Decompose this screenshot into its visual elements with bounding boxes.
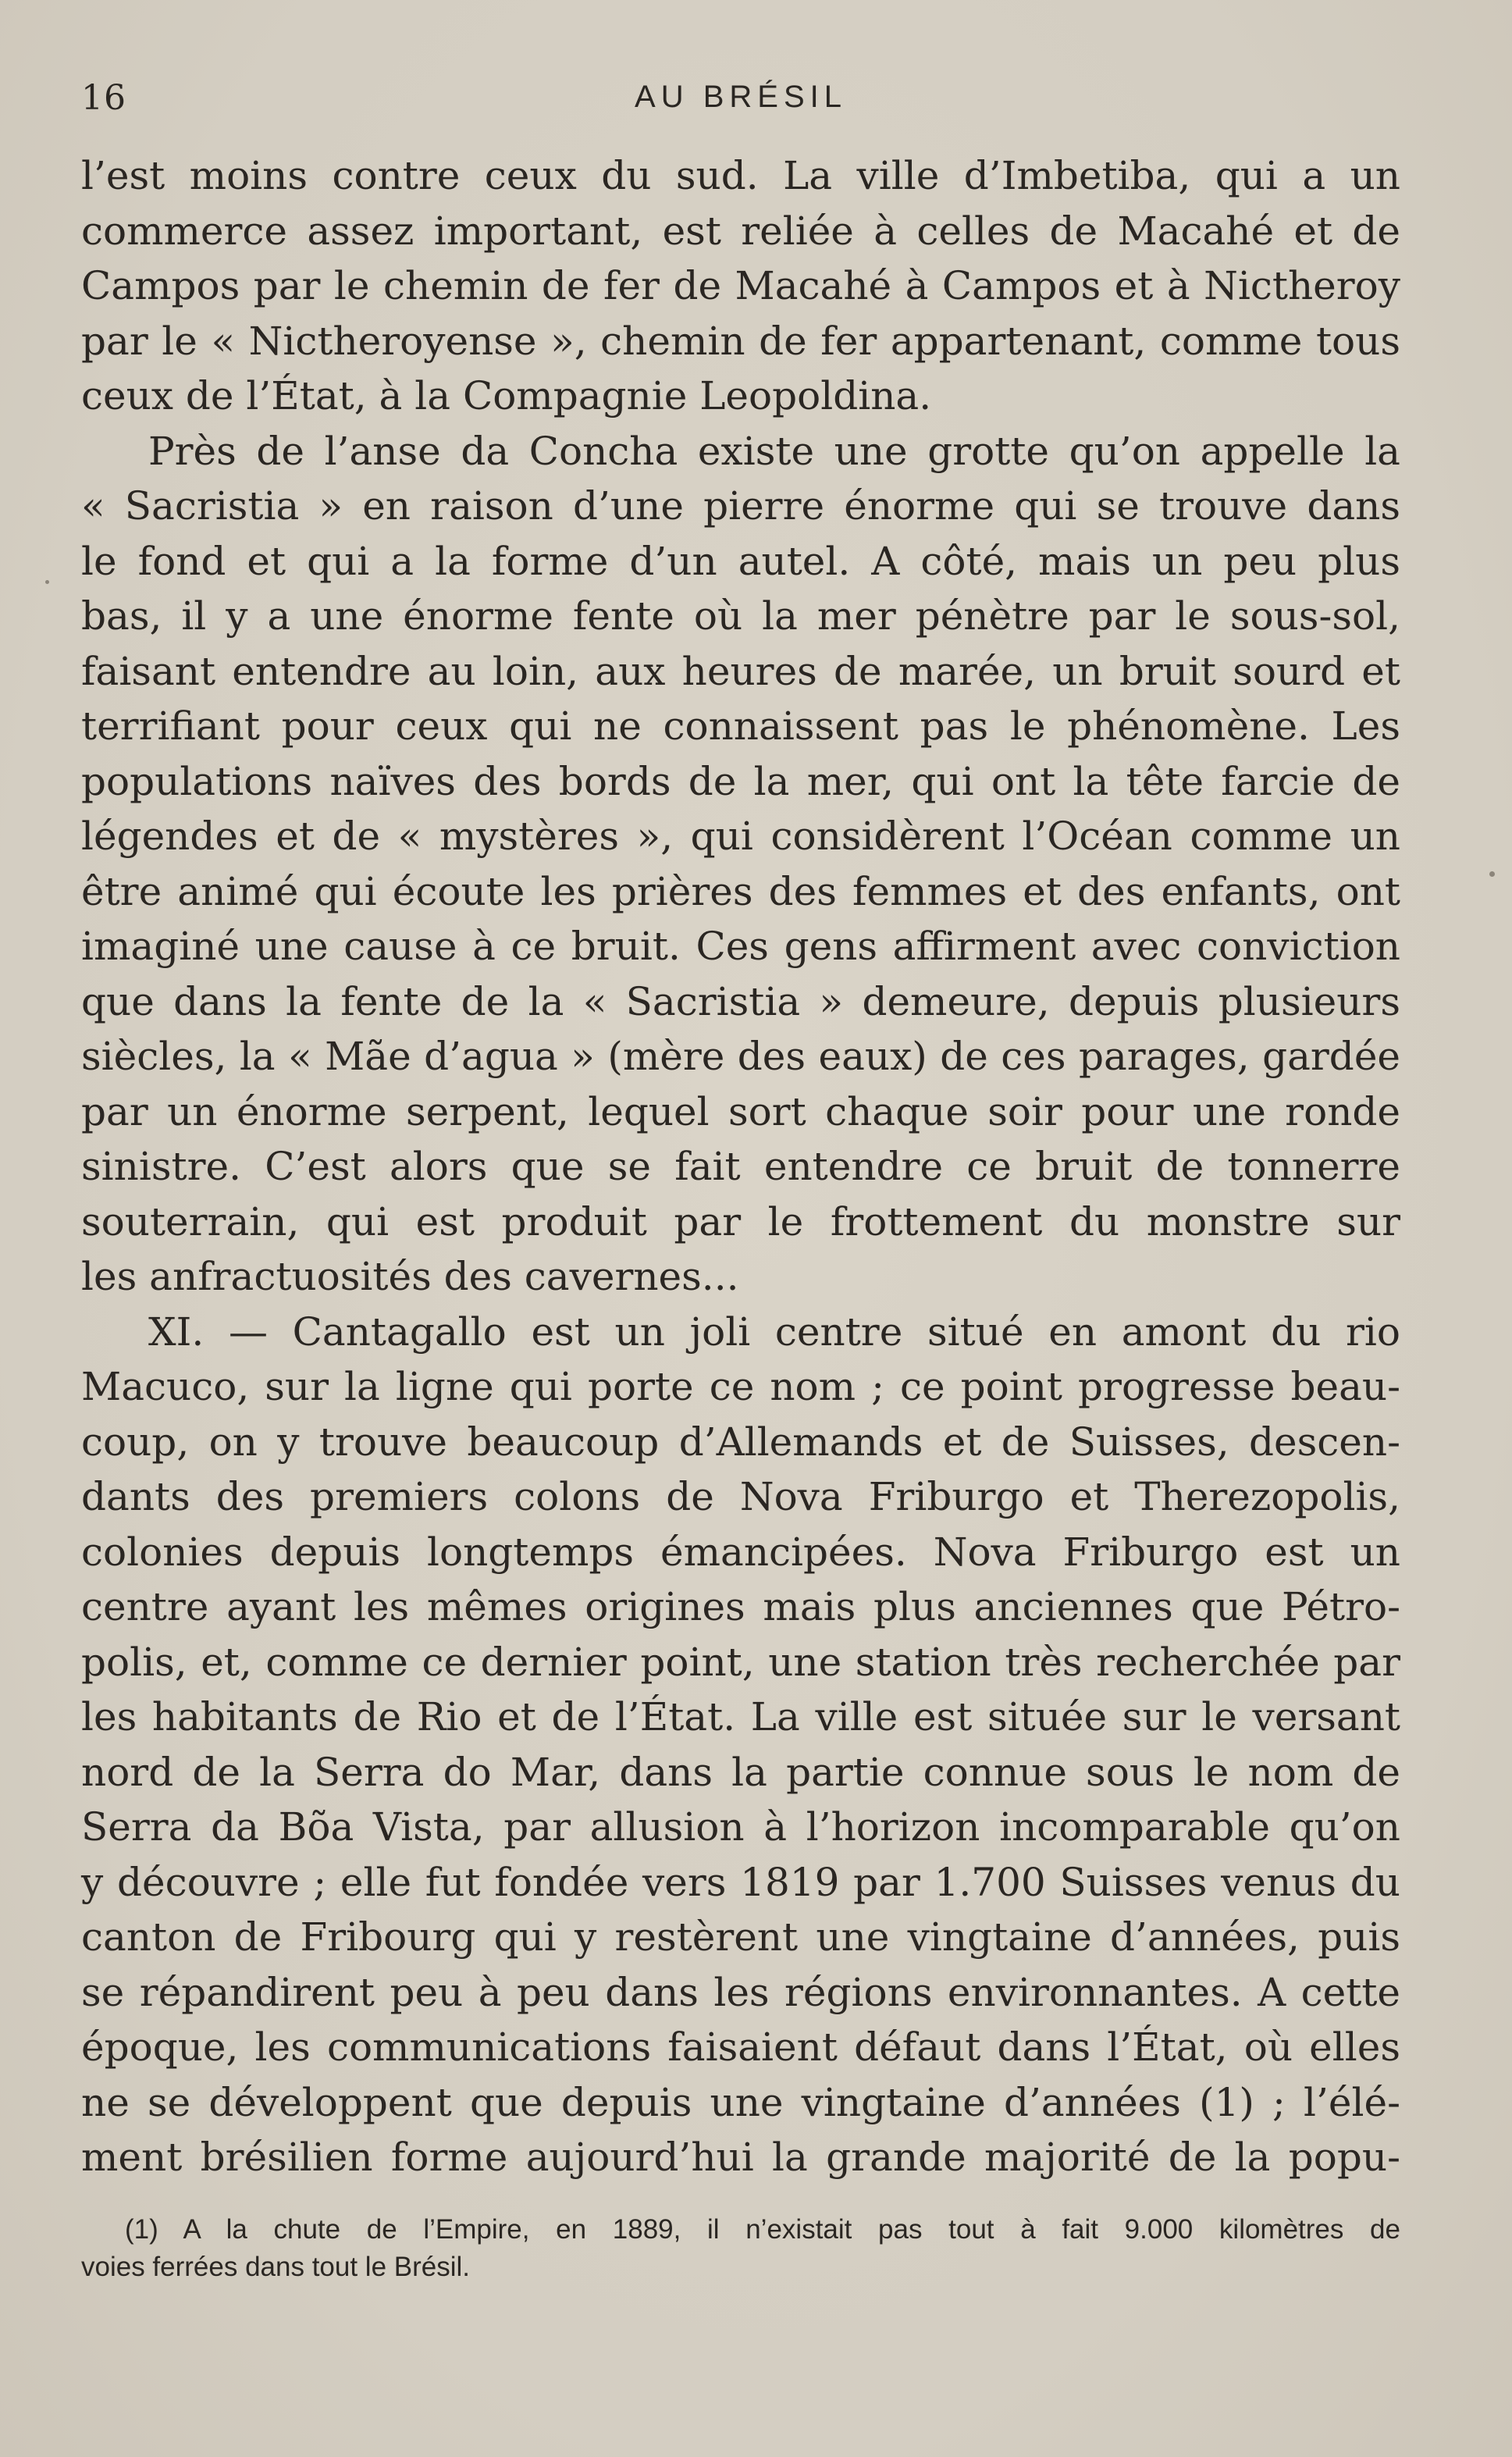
text-line: centre ayant les mêmes origines mais plus anciennes que Pétro- (81, 1584, 1400, 1629)
text-line: y découvre ; elle fut fondée vers 1819 par 1.700 Suisses venus du (81, 1859, 1400, 1905)
paper-speck (1489, 871, 1495, 877)
text-line: souterrain, qui est produit par le frottement du monstre sur (81, 1198, 1400, 1245)
text-line: imaginé une cause à ce bruit. Ces gens affirment avec conviction (81, 924, 1400, 969)
paper-speck (45, 580, 49, 584)
text-line: être animé qui écoute les prières des femmes et des enfants, ont (81, 868, 1400, 914)
text-line: coup, on y trouve beaucoup d’Allemands et de Suisses, descen- (81, 1419, 1400, 1465)
text-line: légendes et de « mystères », qui considèrent l’Océan comme un (81, 814, 1400, 859)
text-line: « Sacristia » en raison d’une pierre énorme qui se trouve dans (81, 483, 1400, 529)
text-line: terrifiant pour ceux qui ne connaissent pas le phénomène. Les (81, 703, 1400, 749)
text-line: canton de Fribourg qui y restèrent une vingtaine d’années, puis (81, 1914, 1400, 1960)
text-line: par un énorme serpent, lequel sort chaque soir pour une ronde (81, 1088, 1400, 1134)
text-line: Campos par le chemin de fer de Macahé à Campos et à Nictheroy (81, 263, 1400, 308)
text-line: ne se développent que depuis une vingtaine d’années (1) ; l’élé- (81, 2079, 1400, 2125)
text-line: dants des premiers colons de Nova Friburgo et Therezopolis, (81, 1474, 1400, 1519)
footnote-line: voies ferrées dans tout le Brésil. (81, 2252, 471, 2282)
text-line: colonies depuis longtemps émancipées. Nova Friburgo est un (81, 1529, 1400, 1575)
text-line: nord de la Serra do Mar, dans la partie connue sous le nom de (81, 1749, 1400, 1795)
text-line: l’est moins contre ceux du sud. La ville d’Imbetiba, qui a un (81, 153, 1400, 198)
footnote-line: (1) A la chute de l’Empire, en 1889, il n’existait pas tout à fait 9.000 kilomètres de (125, 2214, 1400, 2245)
text-line: faisant entendre au loin, aux heures de marée, un bruit sourd et (81, 648, 1400, 694)
text-line: les anfractuosités des cavernes... (81, 1254, 739, 1299)
text-line: par le « Nictheroyense », chemin de fer appartenant, comme tous (81, 318, 1400, 364)
page-header (81, 78, 1400, 125)
text-line: se répandirent peu à peu dans les régions environnantes. A cette (81, 1969, 1400, 2015)
text-line: polis, et, comme ce dernier point, une station très recherchée par (81, 1639, 1400, 1685)
body-text (81, 148, 1400, 2185)
text-line: le fond et qui a la forme d’un autel. A côté, mais un peu plus (81, 538, 1400, 584)
text-line: populations naïves des bords de la mer, qui ont la tête farcie de (81, 758, 1400, 804)
page-number: 16 (81, 78, 126, 118)
text-line: époque, les communications faisaient défaut dans l’État, où elles (81, 2024, 1400, 2070)
text-line: siècles, la « Mãe d’agua » (mère des eaux) de ces parages, gardée (81, 1034, 1400, 1079)
text-line: ment brésilien forme aujourd’hui la grande majorité de la popu- (81, 2135, 1400, 2180)
text-line: ceux de l’État, à la Compagnie Leopoldina. (81, 373, 932, 418)
footnotes (81, 2211, 1400, 2286)
text-line: bas, il y a une énorme fente où la mer pénètre par le sous-sol, (81, 593, 1400, 639)
text-line: les habitants de Rio et de l’État. La ville est située sur le versant (81, 1694, 1400, 1739)
text-line: Macuco, sur la ligne qui porte ce nom ; ce point progresse beau- (81, 1364, 1400, 1409)
text-line: commerce assez important, est reliée à celles de Macahé et de (81, 208, 1400, 254)
section-xi-start-line: XI. — Cantagallo est un joli centre situé en amont du rio (148, 1309, 1400, 1355)
text-line: Serra da Bõa Vista, par allusion à l’horizon incomparable qu’on (81, 1804, 1400, 1850)
text-line: que dans la fente de la « Sacristia » demeure, depuis plusieurs (81, 978, 1400, 1024)
paragraph-start-line: Près de l’anse da Concha existe une grotte qu’on appelle la (148, 428, 1400, 474)
text-line: sinistre. C’est alors que se fait entendre ce bruit de tonnerre (81, 1144, 1400, 1189)
running-title: AU BRÉSIL (635, 80, 847, 114)
